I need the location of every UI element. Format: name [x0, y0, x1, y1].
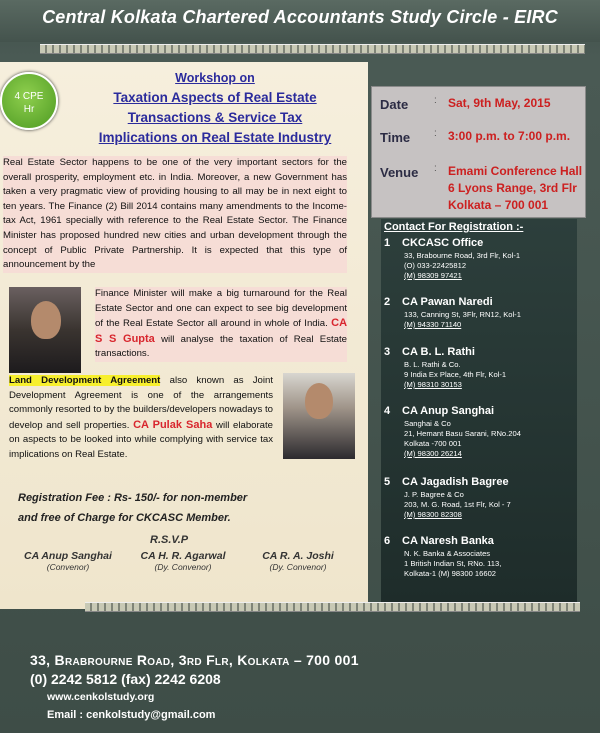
- venue-line-3: Kolkata – 700 001: [448, 198, 549, 212]
- contact-details: [404, 490, 511, 520]
- speaker-name-gupta: CA S S Gupta: [95, 317, 348, 345]
- footer-website-link[interactable]: www.cenkolstudy.org: [47, 691, 155, 703]
- footer-email-link[interactable]: Email : cenkolstudy@gmail.com: [47, 709, 216, 721]
- date-label: Date: [380, 97, 409, 112]
- speaker-name-saha: CA Pulak Saha: [133, 418, 213, 431]
- contact-name: CA Naresh Banka: [402, 535, 494, 547]
- convenor-name: CA R. A. Joshi: [262, 550, 334, 562]
- registration-fee-line-1: Registration Fee : Rs- 150/- for non-member: [18, 492, 248, 504]
- speaker-paragraph-gupta: [95, 287, 347, 362]
- contact-phone: (M) 98309 97421: [404, 271, 462, 280]
- convenor-name: CA H. R. Agarwal: [140, 550, 226, 562]
- workshop-label: Workshop on: [175, 71, 255, 85]
- p3-text-b: will elaborate on aspects to be looked into while complying with service tax implications on Real Estate.: [9, 419, 274, 460]
- contact-line: 133, Canning St, 3Flr, RN12, Kol-1: [404, 310, 521, 319]
- speaker-paragraph-saha: [9, 374, 273, 463]
- contact-line: 33, Brabourne Road, 3rd Flr, Kol-1: [404, 251, 521, 260]
- venue-line-2: 6 Lyons Range, 3rd Flr: [448, 181, 577, 195]
- contact-number: 4: [384, 405, 391, 417]
- convenor-1: [18, 550, 118, 572]
- date-value: Sat, 9th May, 2015: [448, 96, 551, 110]
- contact-phone: (M) 98310 30153: [404, 380, 462, 389]
- contact-name: CA B. L. Rathi: [402, 346, 475, 358]
- cpe-badge-unit: Hr: [23, 104, 35, 115]
- header-bar: [0, 0, 600, 42]
- rsvp-label: R.S.V.P: [150, 534, 189, 546]
- contact-details: [404, 549, 501, 579]
- cpe-badge: [0, 72, 58, 130]
- contact-line: Kolkata -700 001: [404, 439, 462, 448]
- decorative-border-bottom: [85, 602, 580, 612]
- contact-line: 9 India Ex Place, 4th Flr, Kol-1: [404, 370, 507, 379]
- highlight-land-development: Land Development Agreement: [9, 375, 161, 386]
- contact-line: (O) 033-22425812: [404, 261, 467, 270]
- contact-phone: (M) 98300 26214: [404, 449, 462, 458]
- speaker-photo-saha: [283, 373, 355, 459]
- org-title: Central Kolkata Chartered Accountants Study Circle - EIRC: [42, 7, 558, 27]
- speaker-face: [31, 301, 61, 339]
- venue-colon: :: [434, 163, 437, 174]
- convenor-name: CA Anup Sanghai: [24, 550, 112, 562]
- cpe-badge-hours: 4 CPE: [14, 91, 44, 102]
- contact-name: CA Jagadish Bagree: [402, 476, 509, 488]
- convenor-role: (Convenor): [46, 562, 90, 572]
- speaker-face: [305, 383, 333, 419]
- contacts-title: Contact For Registration :-: [384, 221, 524, 233]
- contact-name: CA Pawan Naredi: [402, 296, 493, 308]
- registration-fee-line-2: and free of Charge for CKCASC Member.: [18, 512, 231, 524]
- venue-line-1: Emami Conference Hall: [448, 164, 583, 178]
- venue-label: Venue: [380, 165, 419, 180]
- p2-text-a: Finance Minister will make a big turnaround for the Real Estate Sector and one can expect to see big development of the Real Estate Sector all around in whole of India.: [95, 288, 347, 330]
- registration-contacts-panel: [381, 219, 577, 607]
- time-value: 3:00 p.m. to 7:00 p.m.: [448, 129, 571, 143]
- contact-phone: (M) 94330 71140: [404, 320, 462, 329]
- venue-value: [448, 163, 582, 214]
- contact-number: 5: [384, 476, 391, 488]
- contact-line: J. P. Bagree & Co: [404, 490, 464, 499]
- workshop-title-line-2: Transactions & Service Tax: [127, 110, 303, 125]
- footer-phone: (0) 2242 5812 (fax) 2242 6208: [30, 671, 221, 687]
- contact-number: 1: [384, 237, 391, 249]
- contact-number: 3: [384, 346, 391, 358]
- contact-phone: (M) 98300 82308: [404, 510, 462, 519]
- workshop-title-block: [60, 68, 370, 148]
- decorative-border-top: [40, 44, 585, 54]
- contact-line: N. K. Banka & Associates: [404, 549, 491, 558]
- p3-text-a: also known as Joint Development Agreement is one of the arrangements commonly resorted to by the builders/developers nowadays to develop and sell properties.: [9, 375, 274, 431]
- event-info-box: [371, 86, 586, 218]
- convenor-role: (Dy. Convenor): [154, 562, 212, 572]
- workshop-title-line-1: Taxation Aspects of Real Estate: [113, 90, 317, 105]
- convenor-3: [248, 550, 348, 572]
- contact-details: [404, 251, 520, 281]
- speaker-photo-gupta: [9, 287, 81, 373]
- time-label: Time: [380, 130, 411, 145]
- footer-address: 33, Brabrourne Road, 3rd Flr, Kolkata – 700 001: [30, 652, 359, 668]
- contact-name: CA Anup Sanghai: [402, 405, 495, 417]
- contact-line: 21, Hemant Basu Sarani, RNo.204: [404, 429, 521, 438]
- registration-fee: [18, 488, 358, 528]
- date-colon: :: [434, 95, 437, 106]
- contact-line: 203, M. G. Road, 1st Flr, Kol - 7: [404, 500, 511, 509]
- p2-text-b: will analyse the taxation of Real Estate transactions.: [95, 333, 347, 360]
- contact-line: Sanghai & Co: [404, 419, 451, 428]
- contact-name: CKCASC Office: [402, 237, 484, 249]
- contact-number: 2: [384, 296, 391, 308]
- workshop-title-line-3: Implications on Real Estate Industry: [98, 130, 332, 145]
- time-colon: :: [434, 128, 437, 139]
- convenor-role: (Dy. Convenor): [269, 562, 327, 572]
- intro-paragraph: Real Estate Sector happens to be one of the very important sectors for the overall prosperity, employment etc. in India. Moreover, a new Government has taken a very pragmatic view of providing housing to all may be in next eight to ten years. The Finance (2) Bill 2014 contains many amendments to the Income-tax Act, 1961 specially with reference to the Real Estate Sector. The Finance Minister has proposed hundred new cities and urban development through the concept of Public Private Partnership. It is expected that this type of announcement by the: [3, 156, 347, 273]
- convenor-2: [128, 550, 238, 572]
- contact-details: [404, 360, 506, 390]
- contact-details: [404, 310, 521, 330]
- contact-line: Kolkata-1 (M) 98300 16602: [404, 569, 497, 578]
- contact-line: 1 British Indian St, RNo. 113,: [404, 559, 502, 568]
- contact-details: [404, 419, 521, 459]
- contact-line: B. L. Rathi & Co.: [404, 360, 461, 369]
- contact-number: 6: [384, 535, 391, 547]
